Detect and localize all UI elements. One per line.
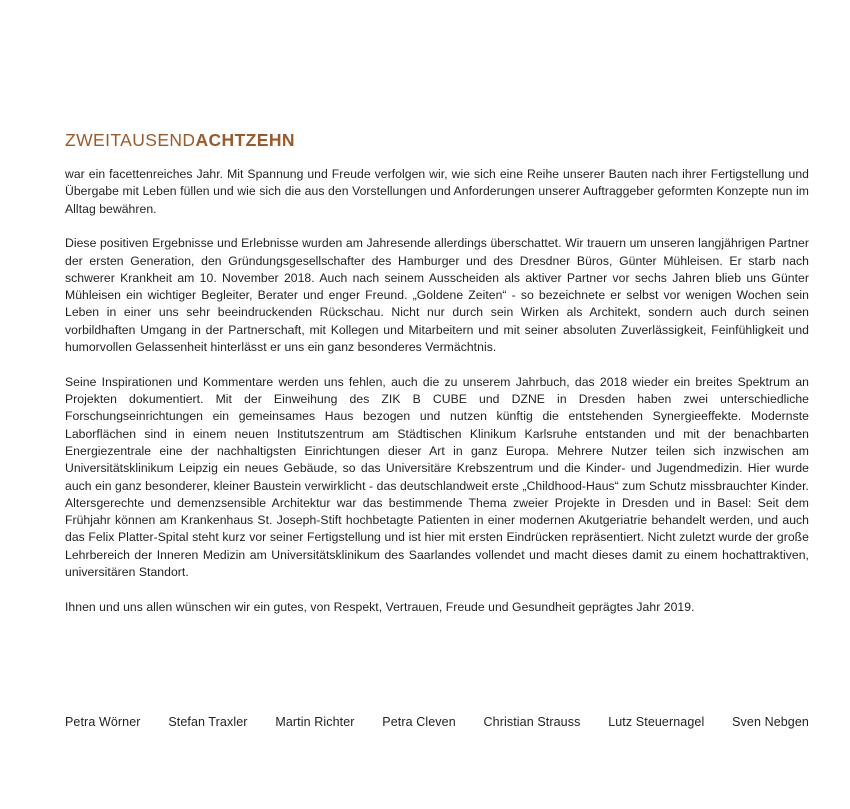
heading-light-part: ZWEITAUSEND (65, 130, 196, 150)
paragraph-2: Diese positiven Ergebnisse und Erlebnisse wurden am Jahresende allerdings überschattet. Wir trauern um unseren langjährigen Partner der ersten Generation, den Gründungsgesellschafter des Hamburger und des Dresdner Büros, Günter Mühleisen. Er starb nach schwerer Krankheit am 10. November 2018. Auch nach seinem Ausscheiden als aktiver Partner vor sechs Jahren blieb uns Günter Mühleisen ein wichtiger Begleiter, Berater und enger Freund. „Goldene Zeiten“ - so bezeichnete er selbst vor wenigen Wochen sein Leben in einer uns sehr beeindruckenden Rückschau. Nicht nur durch sein Wirken als Architekt, sondern auch durch seinen vorbildhaften Umgang in der Partnerschaft, mit Kollegen und Mitarbeitern und mit seiner absoluten Zuverlässigkeit, Feinfühligkeit und humorvollen Gelassenheit hinterlässt er uns ein ganz besonderes Vermächtnis. (65, 236, 809, 355)
heading-bold-part: ACHTZEHN (195, 130, 295, 150)
signature-name: Christian Strauss (483, 715, 581, 729)
signature-name: Martin Richter (275, 715, 355, 729)
paragraph-1: war ein facettenreiches Jahr. Mit Spannung und Freude verfolgen wir, wie sich eine Reihe unserer Bauten nach ihrer Fertigstellung und Übergabe mit Leben füllen und wie sich die aus den Vorstellungen und Anforderungen unserer Auftraggeber geformten Konzepte nun im Alltag bewähren. (65, 167, 809, 216)
signature-row (65, 714, 809, 731)
signature-name: Stefan Traxler (168, 715, 248, 729)
body-text (65, 166, 809, 633)
paragraph-closing: Ihnen und uns allen wünschen wir ein gutes, von Respekt, Vertrauen, Freude und Gesundheit geprägtes Jahr 2019. (65, 599, 695, 614)
signature-name: Sven Nebgen (732, 715, 809, 729)
signature-name: Petra Wörner (65, 715, 141, 729)
signature-name: Petra Cleven (382, 715, 456, 729)
paragraph-3: Seine Inspirationen und Kommentare werden uns fehlen, auch die zu unserem Jahrbuch, das 2018 wieder ein breites Spektrum an Projekten dokumentiert. Mit der Einweihung des ZIK B CUBE und DZNE in Dresden haben zwei unterschiedliche Forschungseinrichtungen ein gemeinsames Haus bezogen und nutzen künftig die entstehenden Synergieeffekte. Modernste Laborflächen sind in einem neuen Institutszentrum am Städtischen Klinikum Karlsruhe entstanden und mit der benachbarten Energiezentrale eine der nachhaltigsten Einrichtungen dieser Art in ganz Europa. Mehrere Nutzer teilen sich inzwischen am Universitätsklinikum Leipzig ein neues Gebäude, so das Universitäre Krebszentrum und die Kinder- und Jugendmedizin. Hier wurde auch ein ganz besonderer, kleiner Baustein verwirklicht - das deutschlandweit erste „Childhood-Haus“ zum Schutz missbrauchter Kinder. Altersgerechte und demenzsensible Architektur war das bestimmende Thema zweier Projekte in Dresden und in Basel: Seit dem Frühjahr können am Krankenhaus St. Joseph-Stift hochbetagte Patienten in einer modernen Akutgeriatrie behandelt werden, und auch das Felix Platter-Spital steht kurz vor seiner Fertigstellung und ist hier mit ersten Eindrücken repräsentiert. Nicht zuletzt wurde der große Lehrbereich der Inneren Medizin am Universitätsklinikum des Saarlandes vollendet und macht dieses damit zu einem hochattraktiven, universitären Standort. (65, 374, 809, 580)
page-heading (65, 130, 295, 150)
document-page (65, 0, 809, 809)
signature-name: Lutz Steuernagel (608, 715, 705, 729)
